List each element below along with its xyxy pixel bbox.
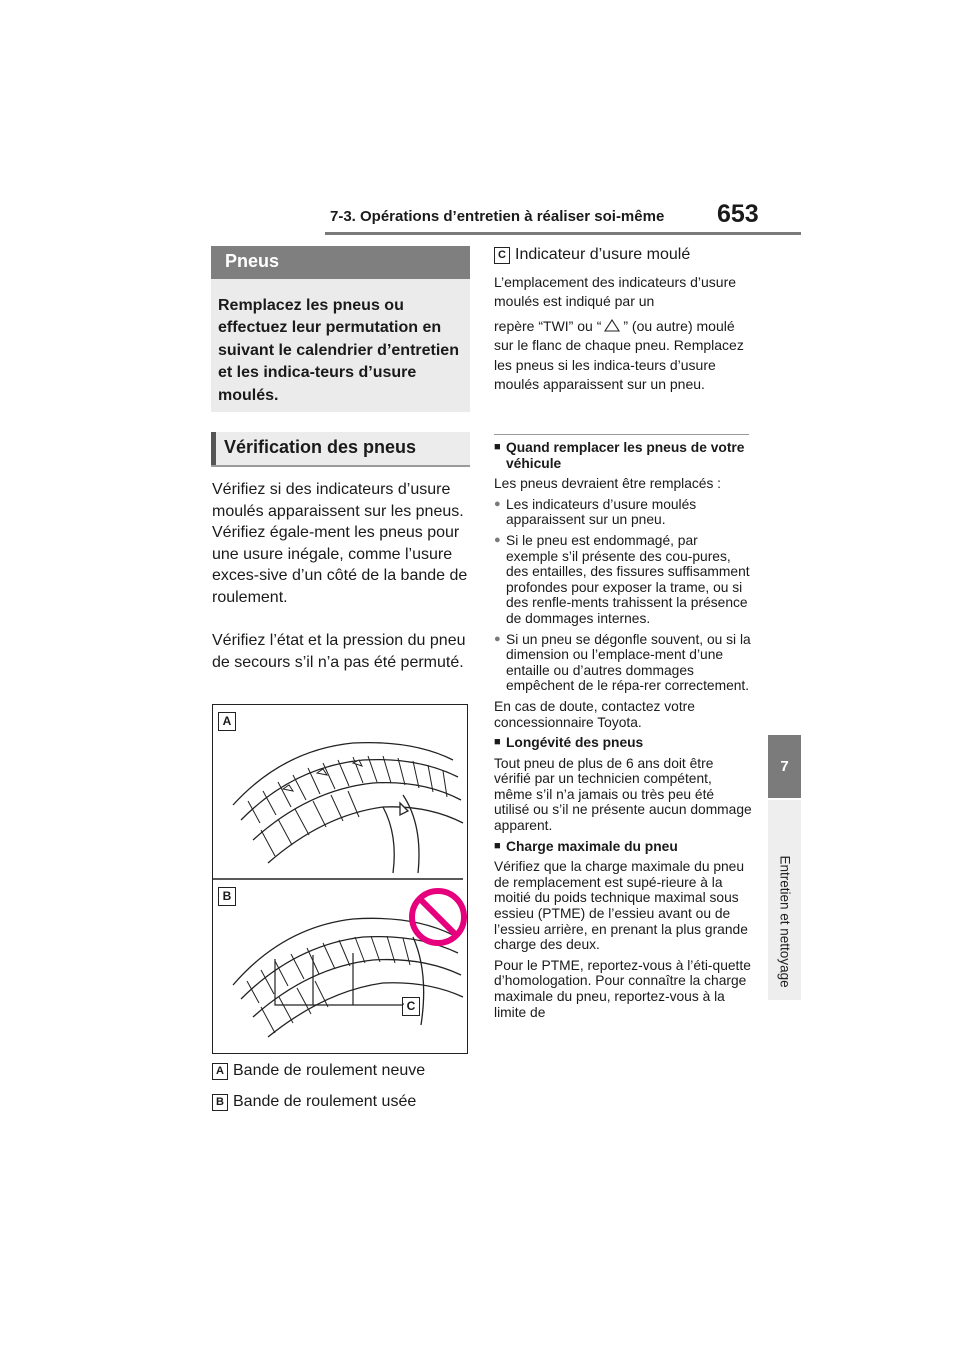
- pneus-heading-text: Pneus: [225, 251, 280, 271]
- legend-c-box: C: [494, 247, 510, 264]
- max-load-paragraph-2: Pour le PTME, reportez-vous à l’éti-quette d’homologation. Pour connaître la charge maximale du pneu, reportez-vous à la limite de: [494, 957, 751, 1020]
- verification-heading: [211, 432, 470, 467]
- figure-label-c: C: [402, 997, 420, 1016]
- indicator-description-line1: L’emplacement des indicateurs d’usure moulés est indiqué par un: [494, 274, 737, 310]
- legend-a-box: A: [212, 1063, 228, 1080]
- figure-label-b: B: [218, 887, 236, 906]
- when-replace-bullet-2: ● Si le pneu est endommagé, par exemple s’il présente des cou-pures, des entailles, des fissures suffisamment profondes pour exposer la trame, ou si des renfle-ments trahissent la présence de dommages internes.: [494, 533, 752, 627]
- triangle-icon: [604, 319, 620, 332]
- when-replace-outro: En cas de doute, contactez votre concessionnaire Toyota.: [494, 698, 695, 730]
- page-number: 653: [717, 200, 759, 228]
- max-load-heading: ■ Charge maximale du pneu: [494, 839, 752, 855]
- when-replace-bullet-1: ● Les indicateurs d’usure moulés apparaissent sur un pneu.: [494, 497, 752, 528]
- heading-accent-bar: [211, 432, 216, 465]
- when-replace-bullet-3: ● Si un pneu se dégonfle souvent, ou si la dimension ou l’emplace-ment d’une entaille ou d’autres dommages empêchent de le répa-rer correctement.: [494, 632, 752, 694]
- header-rule: [325, 232, 801, 235]
- right-sections: [494, 440, 752, 1025]
- verification-heading-text: Vérification des pneus: [224, 437, 417, 457]
- legend-b: [212, 1093, 416, 1111]
- legend-c: [494, 246, 690, 264]
- section-title: 7-3. Opérations d’entretien à réaliser soi-même: [330, 208, 665, 225]
- new-tread-tire: [233, 743, 463, 873]
- tire-tread-figure: [212, 704, 468, 1054]
- chapter-number: 7: [780, 758, 789, 775]
- intro-text: Remplacez les pneus ou effectuez leur permutation en suivant le calendrier d’entretien et les indica-teurs d’usure moulés.: [218, 297, 459, 404]
- when-replace-intro: Les pneus devraient être remplacés :: [494, 476, 722, 492]
- chapter-title: [778, 856, 793, 920]
- max-load-paragraph-1: Vérifiez que la charge maximale du pneu de remplacement est supé-rieure à la moitié du poids technique maximal sous essieu (PTME) de l’essieu avant ou de l’essieu arrière, en prenant la plus grande charge des deux.: [494, 859, 748, 953]
- when-replace-heading: ■ Quand remplacer les pneus de votre véhicule: [494, 440, 752, 471]
- indicator-description: [494, 273, 750, 394]
- section-rule: [494, 434, 749, 435]
- legend-b-box: B: [212, 1094, 228, 1111]
- chapter-tab: [768, 735, 801, 798]
- legend-c-text: Indicateur d’usure moulé: [515, 246, 691, 263]
- indicator-description-line2b: ” (ou autre) moulé sur le flanc de chaque pneu. Remplacez les pneus si les indica-teurs d’usure moulés apparaissent sur un pneu.: [494, 317, 744, 393]
- longevity-heading: ■ Longévité des pneus: [494, 735, 752, 751]
- legend-a: [212, 1062, 425, 1080]
- legend-b-text: Bande de roulement usée: [233, 1093, 417, 1110]
- prohibition-icon: [412, 891, 464, 943]
- indicator-description-line2a: repère “TWI” ou “: [494, 317, 602, 334]
- tire-illustration: [213, 705, 467, 1053]
- figure-label-a: A: [218, 712, 236, 731]
- verification-paragraph-2: Vérifiez l’état et la pression du pneu de secours s’il n’a pas été permuté.: [212, 632, 466, 671]
- worn-tread-tire: [233, 918, 463, 1037]
- pneus-heading: [211, 246, 470, 279]
- verification-paragraph-1: Vérifiez si des indicateurs d’usure moulés apparaissent sur les pneus. Vérifiez égale-ment les pneus pour une usure inégale, comme l’usure exces-sive d’un côté de la bande de roulement.: [212, 481, 468, 606]
- legend-a-text: Bande de roulement neuve: [233, 1062, 426, 1079]
- longevity-text: Tout pneu de plus de 6 ans doit être vérifié par un technicien compétent, même s’il n’a jamais ou très peu été utilisé ou s’il ne présente aucun dommage apparent.: [494, 755, 752, 834]
- intro-box: [211, 279, 470, 412]
